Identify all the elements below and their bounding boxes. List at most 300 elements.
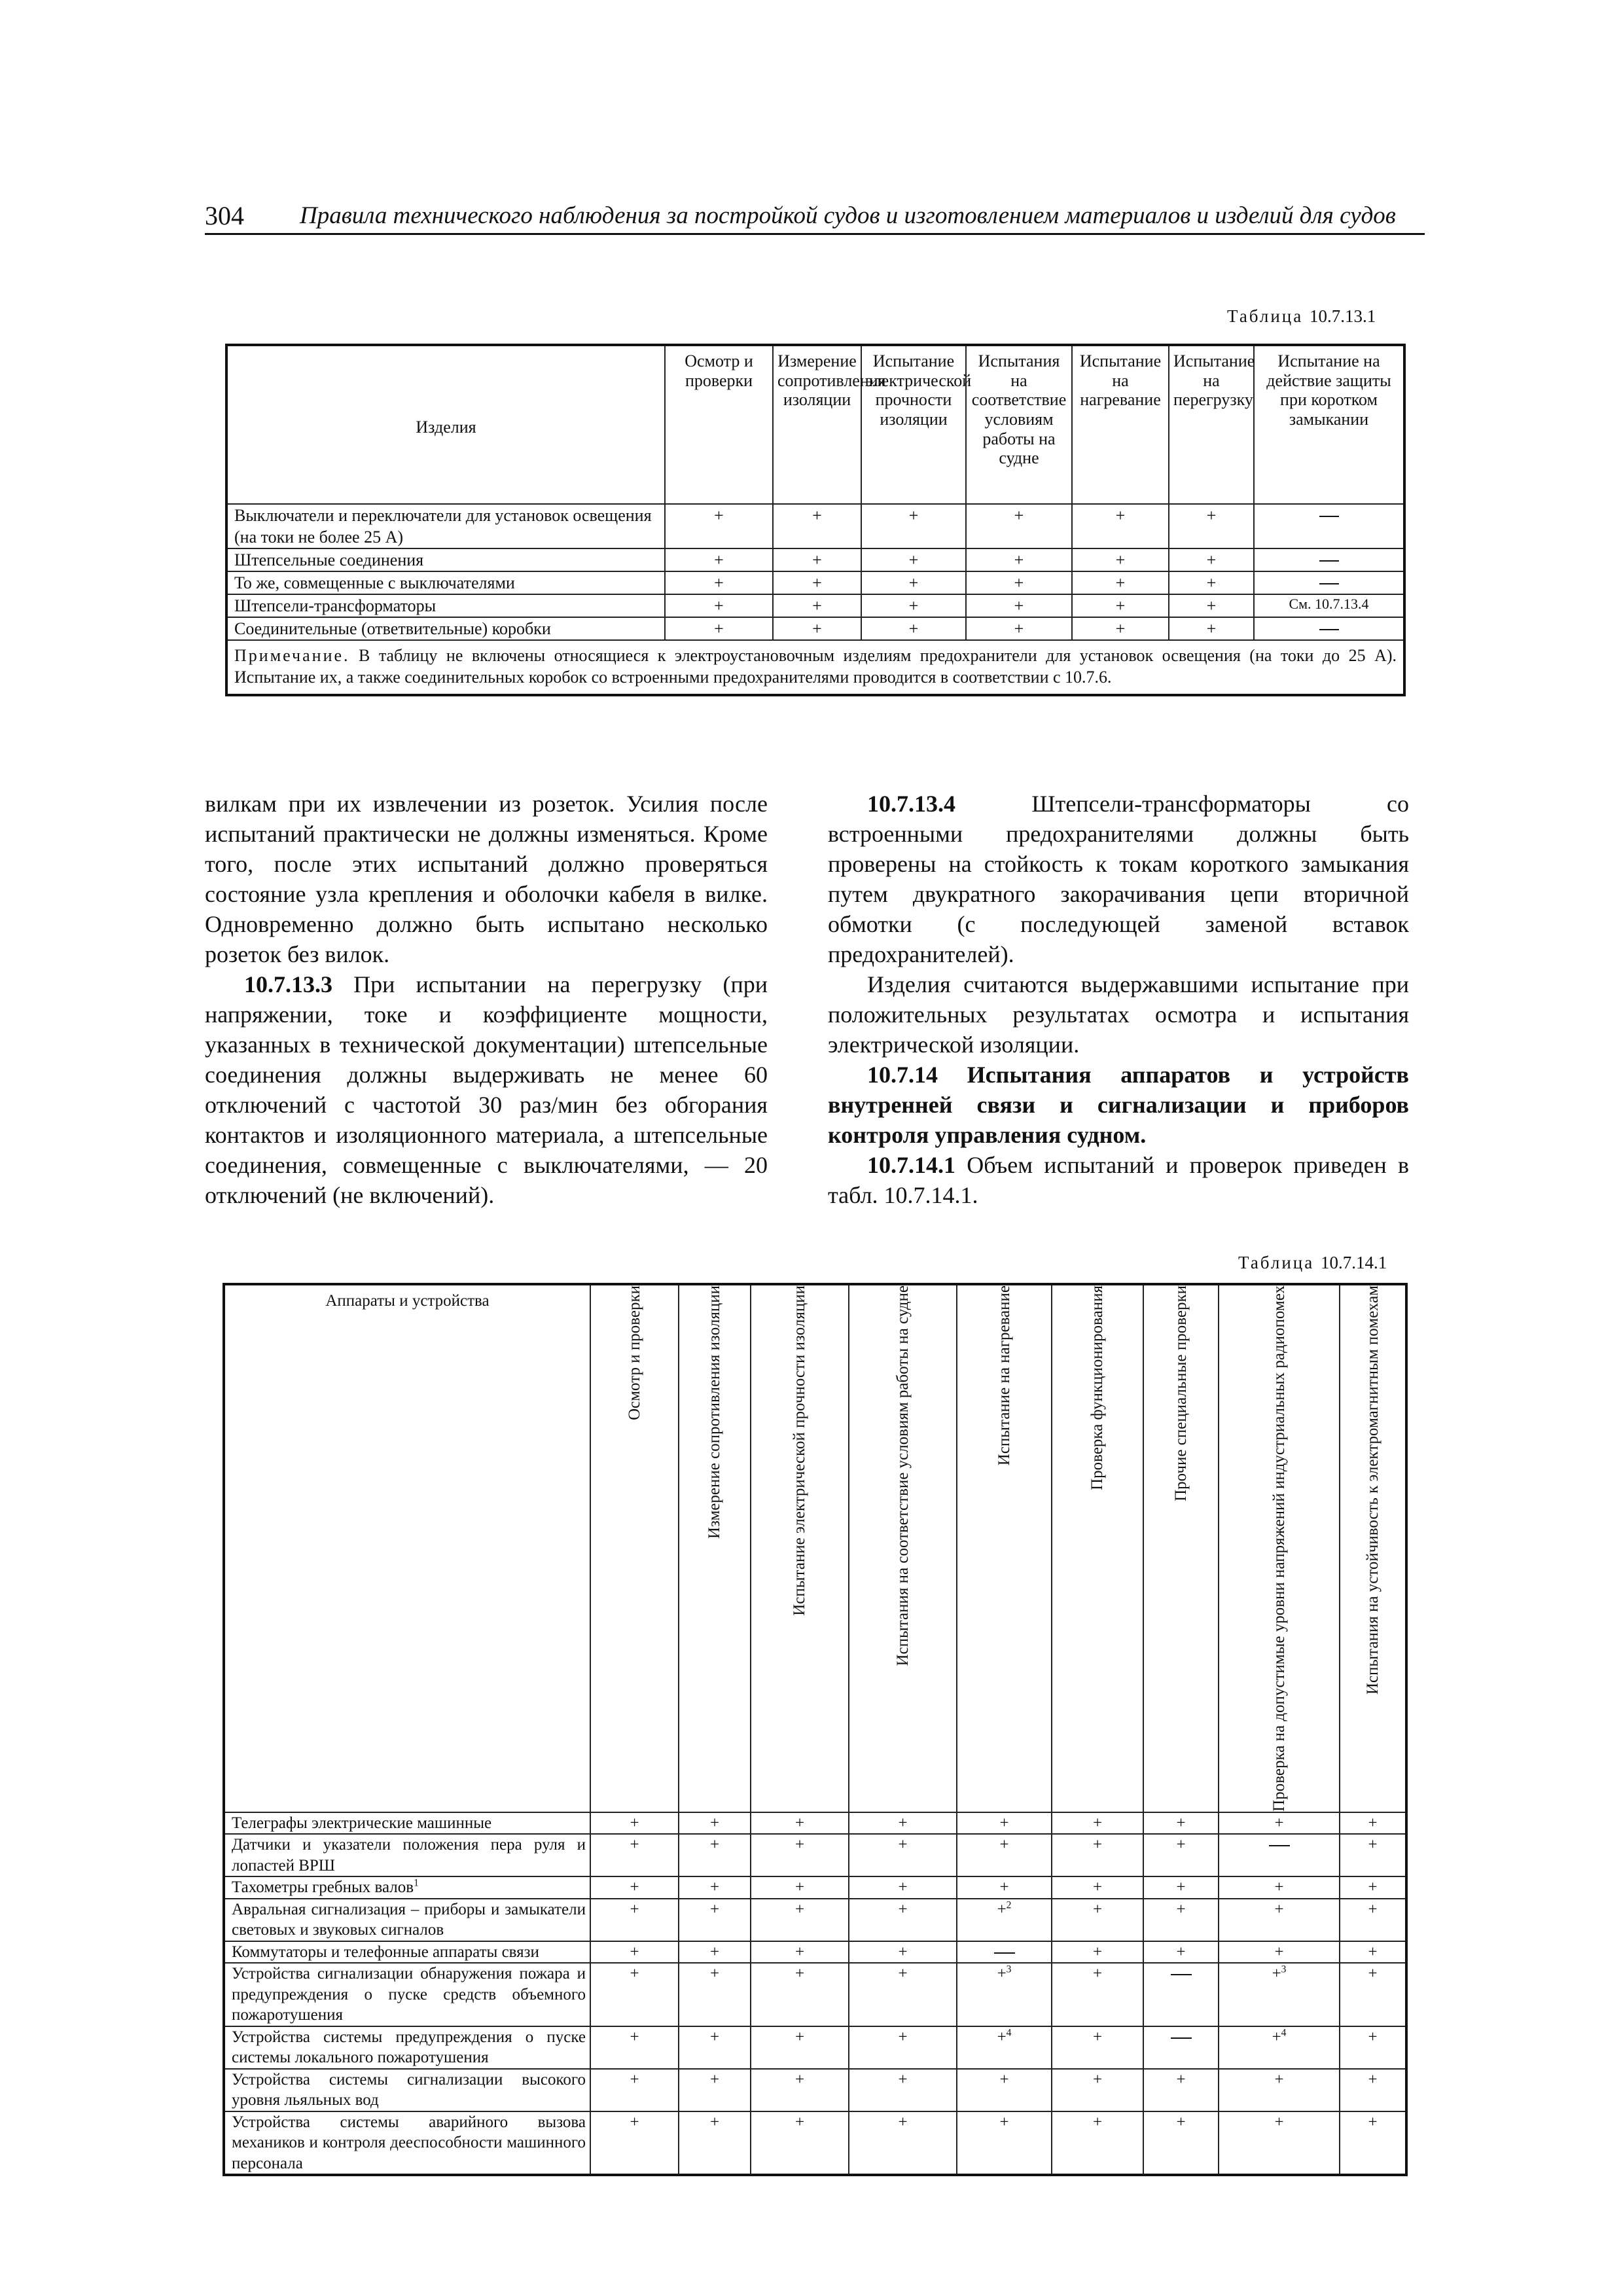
footnote-mark: 2 — [1006, 1899, 1012, 1911]
clause-number: 10.7.14.1 — [867, 1152, 955, 1178]
cell-value: + — [1368, 1836, 1378, 1854]
cell-value: + — [908, 619, 919, 639]
cell-value: + — [1368, 2113, 1378, 2131]
cell-value: + — [709, 1814, 720, 1832]
table-cell — [773, 571, 861, 594]
dash-mark — [1319, 516, 1339, 518]
cell-value: + — [908, 596, 919, 616]
cell-value: + — [1272, 2028, 1281, 2046]
row-name-text: Устройства системы сигнализации высокого уровня льяльных вод — [232, 2070, 586, 2109]
cell-value: + — [794, 2070, 805, 2089]
cell-value: + — [999, 1836, 1009, 1854]
table-cell — [957, 2026, 1052, 2069]
column-header: Испытание на действие защиты при коротком замыкании — [1254, 345, 1404, 504]
table-cell — [849, 2026, 957, 2069]
table-row — [224, 1941, 1406, 1964]
cell-value: + — [1274, 1900, 1284, 1918]
table-row — [224, 1834, 1406, 1876]
table-cell — [1143, 2111, 1219, 2176]
table1-caption-label: Таблица — [1227, 306, 1304, 326]
cell-value: + — [908, 573, 919, 593]
clause-number: 10.7.13.4 — [867, 791, 955, 817]
table-cell — [849, 1876, 957, 1899]
cell-value: + — [794, 1814, 805, 1832]
table-cell — [773, 504, 861, 548]
column-header — [751, 1284, 849, 1812]
text-column-right — [828, 789, 1409, 1210]
column-header-text: Испытание электрической прочности изоляции — [791, 1285, 809, 1616]
cell-value: + — [1092, 2070, 1103, 2089]
table-cell — [966, 594, 1072, 617]
column-header-text: Испытания на устойчивость к электромагнитным помехам — [1363, 1285, 1382, 1695]
cell-value: + — [709, 1878, 720, 1897]
row-name — [224, 1899, 590, 1941]
cell-value: + — [812, 596, 822, 616]
cell-value: + — [1176, 1878, 1186, 1897]
table-cell — [1072, 548, 1169, 571]
table1-note-text: В таблицу не включены относящиеся к электроустановочным изделиям предохранители для установок освещения (на токи до 25 А). Испытание их, а также соединительных коробок со встроенными предохранителями проводится в соответствии с 10.7.6. — [234, 646, 1397, 687]
cell-value: + — [630, 1900, 639, 1918]
cell-value: + — [1176, 1900, 1186, 1918]
table-cell — [751, 1899, 849, 1941]
paragraph-10-7-14-1 — [828, 1150, 1409, 1210]
column-header-text: Испытание на нагревание — [995, 1285, 1013, 1466]
table-cell — [1254, 594, 1404, 617]
table-cell — [1143, 1963, 1219, 2026]
table-cell — [849, 2111, 957, 2176]
column-header-text: Осмотр и проверки — [625, 1285, 643, 1420]
table-cell — [1169, 571, 1254, 594]
cell-value: + — [997, 2028, 1007, 2046]
cell-value: + — [999, 1878, 1009, 1897]
cell-value: + — [1176, 1836, 1186, 1854]
column-header — [1143, 1284, 1219, 1812]
column-header-text: Проверка на допустимые уровни напряжений индустриальных радиопомех — [1270, 1285, 1288, 1812]
table-row — [224, 1899, 1406, 1941]
table-10-7-14-1 — [223, 1283, 1408, 2176]
table-cell — [751, 1876, 849, 1899]
cell-value: + — [1014, 573, 1024, 593]
table-cell — [679, 1834, 751, 1876]
table-cell — [957, 2069, 1052, 2111]
dash-mark — [1319, 583, 1339, 585]
dash-mark — [1269, 1845, 1290, 1847]
cell-value: + — [794, 1836, 805, 1854]
column-header: Измерение сопротивления изоляции — [773, 345, 861, 504]
table-cell — [1143, 1876, 1219, 1899]
cell-value: + — [999, 2113, 1009, 2131]
table2-caption-number: 10.7.14.1 — [1320, 1253, 1387, 1272]
row-name: То же, совмещенные с выключателями — [226, 571, 665, 594]
table-cell — [1219, 1812, 1340, 1835]
table-cell — [679, 1812, 751, 1835]
cell-value: + — [709, 1965, 720, 1983]
row-name — [224, 1963, 590, 2026]
table-cell — [966, 504, 1072, 548]
table-row — [226, 571, 1404, 594]
table-cell — [751, 2026, 849, 2069]
table-cell — [590, 1963, 679, 2026]
cell-value: + — [898, 1836, 908, 1854]
page-header — [205, 194, 1425, 235]
paragraph-text: Объем испытаний и проверок приведен в табл. 10.7.14.1. — [828, 1152, 1409, 1208]
section-heading-text: 10.7.14 Испытания аппаратов и устройств внутренней связи и сигнализации и приборов контроля управления судном. — [828, 1062, 1409, 1148]
table-row — [224, 2111, 1406, 2176]
table-cell — [1052, 2026, 1143, 2069]
cell-value: + — [1206, 619, 1217, 639]
table-cell — [1052, 2069, 1143, 2111]
table-cell — [1340, 1812, 1406, 1835]
cell-value: + — [1368, 2028, 1378, 2046]
table-cell — [861, 594, 966, 617]
table-cell — [957, 1876, 1052, 1899]
dash-mark — [1171, 1974, 1192, 1976]
table-cell — [679, 1963, 751, 2026]
table-cell — [773, 617, 861, 640]
row-name-text: Коммутаторы и телефонные аппараты связи — [232, 1943, 539, 1961]
cell-value: + — [1206, 573, 1217, 593]
table-cell — [590, 1834, 679, 1876]
cell-value: + — [1176, 1814, 1186, 1832]
table-cell — [751, 1963, 849, 2026]
table-cell — [665, 504, 773, 548]
cell-value: + — [714, 619, 724, 639]
cell-value: + — [1206, 550, 1217, 570]
table-cell — [590, 2026, 679, 2069]
row-name: Штепсельные соединения — [226, 548, 665, 571]
table-cell — [1143, 2069, 1219, 2111]
row-name — [224, 2111, 590, 2176]
table-cell — [1072, 571, 1169, 594]
cell-value: + — [1115, 619, 1126, 639]
cell-value: + — [714, 596, 724, 616]
table-cell — [849, 1812, 957, 1835]
row-name-text: Устройства системы предупреждения о пуске системы локального пожаротушения — [232, 2028, 586, 2067]
page-number: 304 — [205, 201, 244, 230]
column-header: Испытание на нагревание — [1072, 345, 1169, 504]
clause-number: 10.7.13.3 — [244, 971, 332, 997]
table-row — [226, 617, 1404, 640]
table-cell — [957, 1899, 1052, 1941]
table-cell — [1219, 1834, 1340, 1876]
table-cell — [773, 594, 861, 617]
column-header-text: Испытания на соответствие условиям работы на судне — [893, 1285, 912, 1666]
cell-value: + — [630, 1965, 639, 1983]
column-header-text: Проверка функционирования — [1088, 1285, 1107, 1490]
table-cell — [590, 2111, 679, 2176]
table-row — [224, 1963, 1406, 2026]
table-cell — [1052, 1834, 1143, 1876]
cell-value: + — [1368, 1900, 1378, 1918]
table-cell — [1254, 617, 1404, 640]
cell-value: + — [630, 1814, 639, 1832]
column-header — [1052, 1284, 1143, 1812]
cell-value: + — [1014, 506, 1024, 525]
table-cell — [1340, 1876, 1406, 1899]
table-cell — [679, 1941, 751, 1964]
column-header: Испытание на перегрузку — [1169, 345, 1254, 504]
table-row — [224, 1876, 1406, 1899]
table-cell — [1219, 2026, 1340, 2069]
cell-value: + — [999, 1814, 1009, 1832]
cell-value: + — [1092, 1900, 1103, 1918]
table1-caption-number: 10.7.13.1 — [1309, 306, 1376, 326]
table-cell — [1143, 2026, 1219, 2069]
table-cell — [665, 548, 773, 571]
table-cell — [1340, 1941, 1406, 1964]
table-cell — [1169, 617, 1254, 640]
table-cell — [1169, 594, 1254, 617]
row-name: Выключатели и переключатели для установок освещения (на токи не более 25 А) — [226, 504, 665, 548]
cell-value: + — [630, 2028, 639, 2046]
cell-value: + — [709, 2028, 720, 2046]
table-cell — [773, 548, 861, 571]
dash-mark — [994, 1952, 1015, 1954]
column-header — [590, 1284, 679, 1812]
cell-value: + — [812, 573, 822, 593]
cell-value: + — [898, 1814, 908, 1832]
table-cell — [590, 1899, 679, 1941]
table-cell — [1219, 1963, 1340, 2026]
column-header — [679, 1284, 751, 1812]
cell-value: + — [709, 1943, 720, 1961]
running-title: Правила технического наблюдения за постройкой судов и изготовлением материалов и изделий для судов — [300, 202, 1396, 229]
cell-value: + — [1176, 2070, 1186, 2089]
table-cell — [1254, 571, 1404, 594]
cell-value: + — [794, 2028, 805, 2046]
table-10-7-13-1 — [225, 344, 1406, 696]
row-name — [224, 1876, 590, 1899]
cell-value: + — [1274, 2070, 1284, 2089]
table-cell — [1143, 1941, 1219, 1964]
table-cell — [849, 1899, 957, 1941]
cell-value: + — [794, 1900, 805, 1918]
cell-value: + — [908, 506, 919, 525]
cell-value: + — [1014, 596, 1024, 616]
cell-value: + — [1176, 1943, 1186, 1961]
cell-value: + — [898, 1965, 908, 1983]
table-row — [224, 2069, 1406, 2111]
paragraph-text: Штепсели-трансформаторы со встроенными предохранителями должны быть проверены на стойкость к токам короткого замыкания путем двукратного закорачивания цепи вторичной обмотки (с последующей заменой вставок предохранителей). — [828, 791, 1409, 967]
table-cell — [665, 571, 773, 594]
table-cell — [1052, 1941, 1143, 1964]
row-name-text: Тахометры гребных валов — [232, 1878, 414, 1897]
table-cell — [1169, 548, 1254, 571]
table1-note — [226, 640, 1404, 695]
table-cell — [849, 2069, 957, 2111]
table-cell — [966, 571, 1072, 594]
paragraph: вилкам при их извлечении из розеток. Усилия после испытаний практически не должны изменяться. Кроме того, после этих испытаний должно проверяться состояние узла крепления и оболочки кабеля в вилке. Одновременно должно быть испытано несколько розеток без вилок. — [205, 791, 768, 967]
cell-value: + — [1092, 1814, 1103, 1832]
row-name-text: Устройства системы аварийного вызова механиков и контроля дееспособности машинного персонала — [232, 2113, 586, 2172]
table-cell — [590, 1812, 679, 1835]
table-cell — [1219, 1876, 1340, 1899]
table-cell — [751, 1812, 849, 1835]
dash-mark — [1171, 2037, 1192, 2039]
table-row — [226, 504, 1404, 548]
table-cell — [1052, 1812, 1143, 1835]
table-cell — [1340, 2111, 1406, 2176]
cell-value: + — [812, 506, 822, 525]
cell-value: + — [997, 1900, 1007, 1918]
cell-value: + — [1368, 1878, 1378, 1897]
footnote-mark: 1 — [414, 1878, 419, 1890]
cell-value: + — [898, 1878, 908, 1897]
cell-value: См. 10.7.13.4 — [1289, 596, 1369, 613]
row-name — [224, 2026, 590, 2069]
cell-value: + — [1274, 1814, 1284, 1832]
table-cell — [679, 2026, 751, 2069]
column-header — [957, 1284, 1052, 1812]
cell-value: + — [812, 550, 822, 570]
row-name — [224, 1812, 590, 1835]
cell-value: + — [1115, 596, 1126, 616]
cell-value: + — [898, 1900, 908, 1918]
cell-value: + — [714, 550, 724, 570]
column-header-text: Измерение сопротивления изоляции — [705, 1285, 724, 1539]
table-cell — [679, 1876, 751, 1899]
cell-value: + — [709, 1900, 720, 1918]
table-cell — [590, 1941, 679, 1964]
table2-caption — [1238, 1253, 1387, 1273]
table-row — [226, 548, 1404, 571]
cell-value: + — [794, 2113, 805, 2131]
cell-value: + — [1368, 2070, 1378, 2089]
table-cell — [1340, 2026, 1406, 2069]
paragraph-text: При испытании на перегрузку (при напряжении, токе и коэффициенте мощности, указанных в технической документации) штепсельные соединения должны выдерживать не менее 60 отключений с частотой 30 раз/мин без обгорания контактов и изоляционного материала, а штепсельные соединения, совмещенные с выключателями, — 20 отключений (не включений). — [205, 971, 768, 1208]
table-cell — [966, 617, 1072, 640]
table-cell — [861, 548, 966, 571]
table-cell — [861, 504, 966, 548]
paragraph-10-7-13-3 — [205, 969, 768, 1210]
table-cell — [751, 2111, 849, 2176]
table-cell — [1340, 1899, 1406, 1941]
table-row — [224, 1812, 1406, 1835]
table-cell — [1254, 548, 1404, 571]
cell-value: + — [1274, 2113, 1284, 2131]
table-cell — [849, 1941, 957, 1964]
column-header: Осмотр и проверки — [665, 345, 773, 504]
cell-value: + — [1274, 1943, 1284, 1961]
cell-value: + — [1176, 2113, 1186, 2131]
cell-value: + — [1014, 619, 1024, 639]
row-name: Штепсели-трансформаторы — [226, 594, 665, 617]
cell-value: + — [898, 1943, 908, 1961]
table-cell — [966, 548, 1072, 571]
cell-value: + — [1368, 1814, 1378, 1832]
footnote-mark: 4 — [1006, 2027, 1012, 2039]
table1-caption — [1227, 306, 1376, 327]
section-heading — [828, 1060, 1409, 1150]
table-cell — [751, 1834, 849, 1876]
table-cell — [1169, 504, 1254, 548]
cell-value: + — [630, 2070, 639, 2089]
cell-value: + — [630, 2113, 639, 2131]
column-header — [1340, 1284, 1406, 1812]
footnote-mark: 4 — [1281, 2027, 1287, 2039]
column-header-products: Изделия — [226, 345, 665, 504]
cell-value: + — [709, 2113, 720, 2131]
cell-value: + — [630, 1943, 639, 1961]
table-cell — [1052, 1876, 1143, 1899]
cell-value: + — [898, 2070, 908, 2089]
cell-value: + — [1206, 506, 1217, 525]
table-cell — [861, 571, 966, 594]
dash-mark — [1319, 629, 1339, 631]
column-header: Испытания на соответствие условиям работы на судне — [966, 345, 1072, 504]
table-cell — [590, 2069, 679, 2111]
cell-value: + — [1368, 1965, 1378, 1983]
table-cell — [849, 1834, 957, 1876]
cell-value: + — [1368, 1943, 1378, 1961]
table-cell — [751, 1941, 849, 1964]
cell-value: + — [1092, 1943, 1103, 1961]
table-cell — [679, 2069, 751, 2111]
row-name-text: Авральная сигнализация – приборы и замыкатели световых и звуковых сигналов — [232, 1900, 586, 1939]
table1-note-label: Примечание. — [234, 646, 350, 666]
cell-value: + — [908, 550, 919, 570]
cell-value: + — [812, 619, 822, 639]
cell-value: + — [898, 2113, 908, 2131]
table-cell — [1340, 2069, 1406, 2111]
footnote-mark: 3 — [1006, 1964, 1012, 1976]
table-cell — [751, 2069, 849, 2111]
cell-value: + — [794, 1965, 805, 1983]
cell-value: + — [1092, 2113, 1103, 2131]
table-cell — [849, 1963, 957, 2026]
cell-value: + — [794, 1878, 805, 1897]
row-name: Соединительные (ответвительные) коробки — [226, 617, 665, 640]
column-header-devices: Аппараты и устройства — [224, 1284, 590, 1812]
table-cell — [1219, 1899, 1340, 1941]
cell-value: + — [1206, 596, 1217, 616]
table-row — [224, 2026, 1406, 2069]
cell-value: + — [1014, 550, 1024, 570]
cell-value: + — [709, 2070, 720, 2089]
cell-value: + — [630, 1878, 639, 1897]
cell-value: + — [1115, 573, 1126, 593]
table-cell — [861, 617, 966, 640]
cell-value: + — [898, 2028, 908, 2046]
table-cell — [1072, 504, 1169, 548]
paragraph-10-7-13-4 — [828, 789, 1409, 969]
cell-value: + — [1115, 506, 1126, 525]
row-name-text: Устройства сигнализации обнаружения пожара и предупреждения о пуске средств объемного пожаротушения — [232, 1965, 586, 2024]
cell-value: + — [1272, 1965, 1281, 1983]
cell-value: + — [714, 573, 724, 593]
table-cell — [1219, 2111, 1340, 2176]
table-row — [226, 594, 1404, 617]
cell-value: + — [794, 1943, 805, 1961]
table-cell — [1072, 617, 1169, 640]
cell-value: + — [714, 506, 724, 525]
table-cell — [590, 1876, 679, 1899]
column-header — [849, 1284, 957, 1812]
table-cell — [1340, 1834, 1406, 1876]
table-cell — [1143, 1812, 1219, 1835]
table-cell — [679, 2111, 751, 2176]
cell-value: + — [1092, 1836, 1103, 1854]
table-cell — [679, 1899, 751, 1941]
cell-value: + — [1092, 1878, 1103, 1897]
column-header-text: Прочие специальные проверки — [1171, 1285, 1190, 1501]
table-cell — [1219, 1941, 1340, 1964]
row-name — [224, 1834, 590, 1876]
cell-value: + — [1092, 1965, 1103, 1983]
table-cell — [1052, 1963, 1143, 2026]
table-cell — [1072, 594, 1169, 617]
table2-caption-label: Таблица — [1238, 1253, 1315, 1272]
